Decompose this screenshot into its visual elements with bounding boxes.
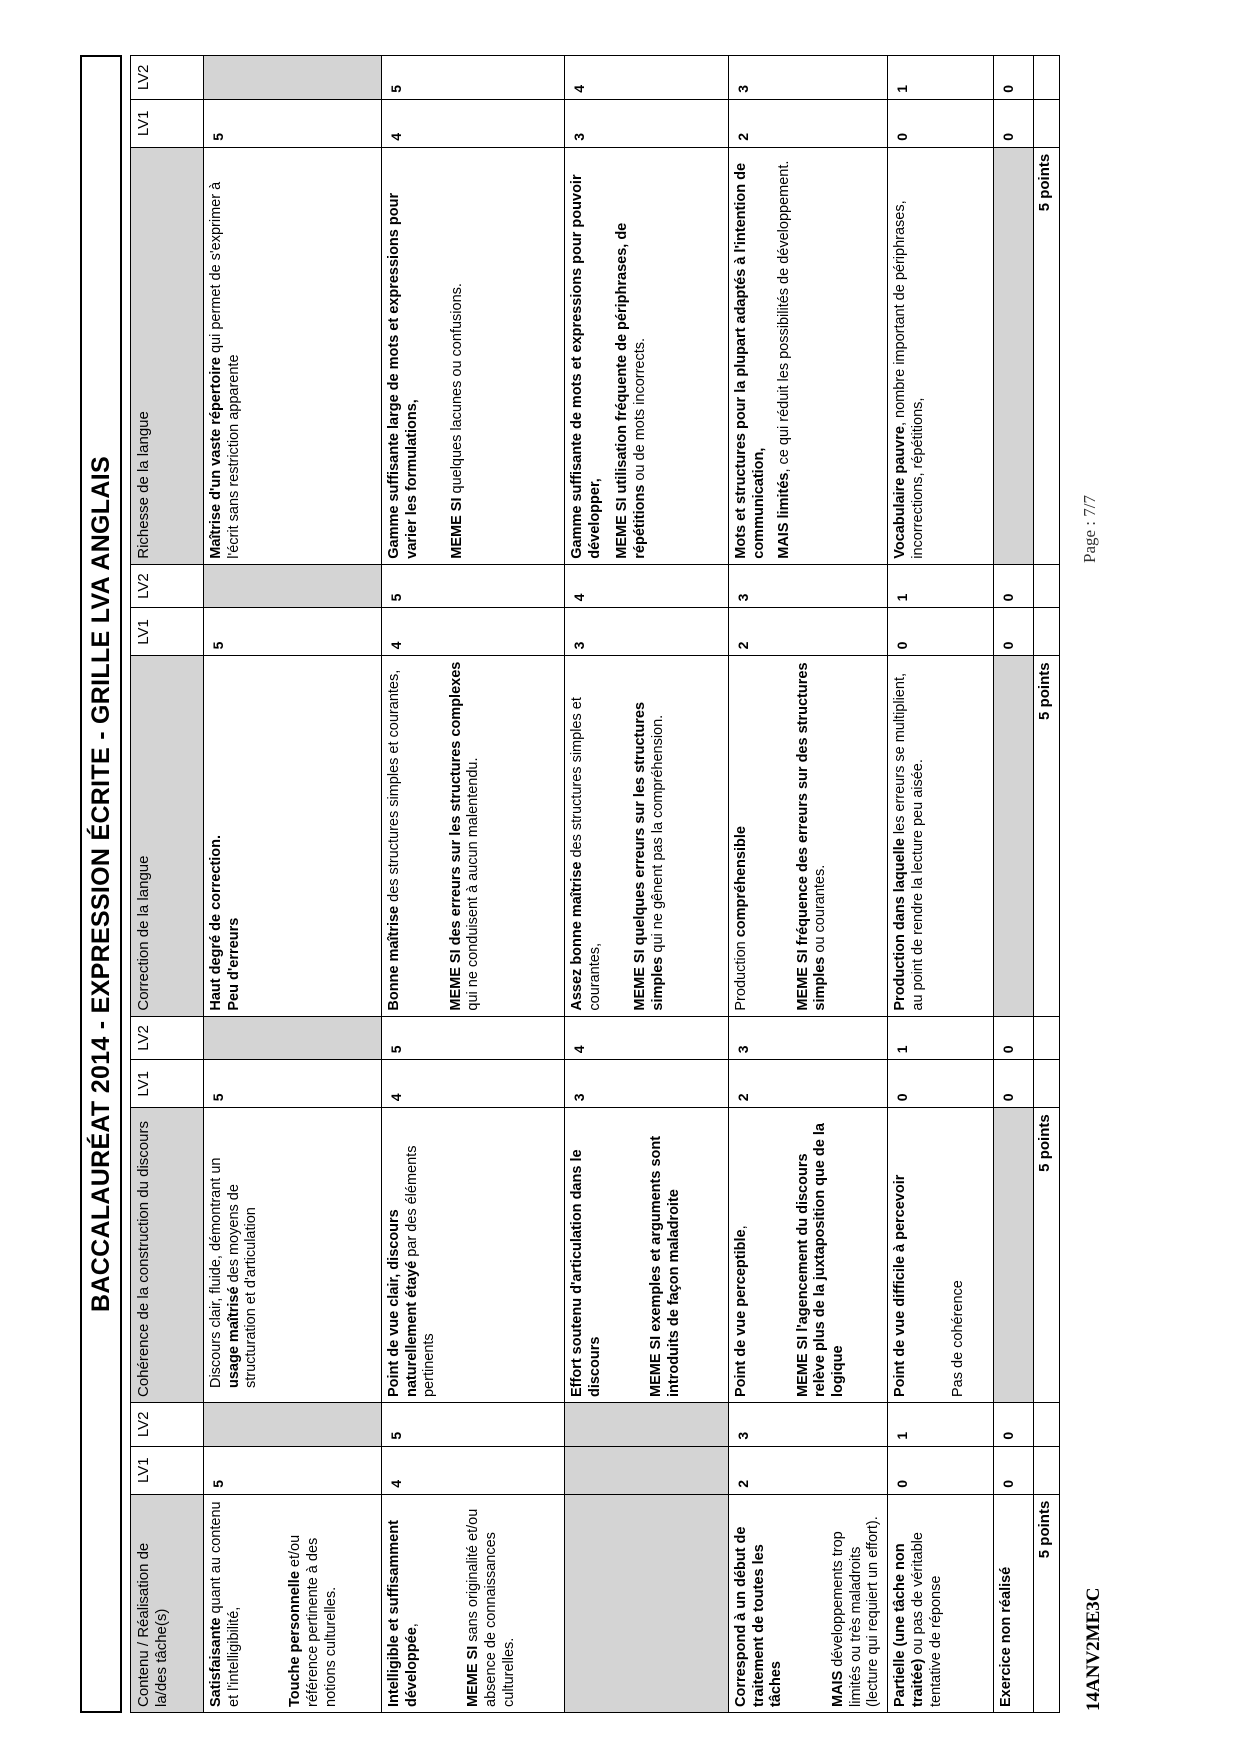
richesse-cell [204,147,382,564]
richesse-cell [382,147,565,564]
coherence-cell [382,1108,565,1403]
score-lv2 [204,1403,382,1447]
header-coherence: Cohérence de la construction du discours [131,1108,204,1403]
table-row [888,56,994,1713]
cell-bold: Point de vue clair, discours naturellement étayé [386,1209,420,1398]
cell-text: ou de mots incorrects. [632,337,649,485]
cell-text: développements trop limités ou très maladroits (lecture qui requiert un effort). [830,1516,882,1707]
cell-text: , ce qui réduit les possibilités de développement. [776,160,793,473]
coherence-cell [729,1108,888,1403]
table-row [729,56,888,1713]
score-lv2 [204,56,382,100]
correction-cell [565,656,729,1016]
richesse-cell [729,147,888,564]
cell-bold: MEME SI fréquence des erreurs sur des structures simples [794,662,829,1011]
score-lv2 [204,564,382,608]
table-row [565,56,729,1713]
document-code: 14ANV2ME3C [1083,1587,1104,1711]
correction-cell [204,656,382,1016]
score-lv1: 4 [382,1446,565,1494]
header-correction: Correction de la langue [131,656,204,1016]
cell-bold: Vocabulaire pauvre [892,426,909,559]
correction-cell [888,656,994,1016]
cell-text: des structures simples et courantes, [386,669,402,906]
cell-bold: compréhensible [733,826,749,938]
score-lv2: 1 [888,564,994,608]
score-lv2: 4 [565,1016,729,1060]
cell-bold: Correspond à un début de traitement de toutes les tâches [733,1526,785,1707]
header-lv2: LV2 [131,56,204,100]
score-lv2: 0 [994,564,1034,608]
table-row [204,56,382,1713]
score-lv2: 4 [565,564,729,608]
score-lv1: 5 [204,1060,382,1108]
header-lv1: LV1 [131,99,204,147]
cell-bold: Partielle (une tâche non traitée) [892,1543,926,1707]
cell-bold: Assez bonne maîtrise [569,861,585,1011]
score-lv1: 3 [565,1060,729,1108]
score-lv2: 3 [729,56,888,100]
coherence-cell [888,1108,994,1403]
header-lv2: LV2 [131,1016,204,1060]
table-row [382,56,565,1713]
total-correction: 5 points [1034,656,1060,1016]
cell-text: des structures simples et courantes, [569,697,603,1011]
contenu-cell [204,1494,382,1712]
score-lv1: 4 [382,608,565,656]
score-lv1: 0 [994,1446,1034,1494]
cell-text: et/ou référence pertinente à des notions culturelles. [287,1534,339,1707]
score-lv2: 3 [729,564,888,608]
header-row [131,56,204,1713]
score-lv2: 4 [565,56,729,100]
total-spacer [1034,56,1060,100]
score-lv1: 2 [729,608,888,656]
cell-bold: Gamme suffisante de mots et expressions pour pouvoir développer, [569,174,603,559]
cell-text: , [733,1225,749,1230]
coherence-cell [565,1108,729,1403]
cell-text: Discours clair, fluide, démontrant un [208,1157,224,1389]
header-contenu: Contenu / Réalisation de la/des tâche(s) [131,1494,204,1712]
cell-text: les erreurs se multiplient, au point de rendre la lecture peu aisée. [892,673,926,1011]
cell-text: qui ne conduisent à aucun malentendu. [465,757,482,1011]
cell-text: ou pas de véritable tentative de réponse [909,1532,944,1707]
cell-bold: Point de vue perceptible [733,1229,749,1398]
score-lv2: 0 [994,56,1034,100]
total-contenu: 5 points [1034,1494,1060,1712]
cell-bold: Point de vue difficile à percevoir [892,1174,909,1398]
score-lv1: 0 [994,99,1034,147]
page-title: BACCALAURÉAT 2014 - EXPRESSION ÉCRITE - GRILLE LVA ANGLAIS [80,55,122,1713]
richesse-cell [888,147,994,564]
score-lv1: 5 [204,99,382,147]
contenu-cell-empty [565,1494,729,1712]
score-lv2-empty [565,1403,729,1447]
cell-bold: Bonne maîtrise [386,905,402,1011]
header-lv1: LV1 [131,1060,204,1108]
total-coherence: 5 points [1034,1108,1060,1403]
cell-bold: Peu d'erreurs [225,917,242,1011]
score-lv1: 0 [888,608,994,656]
cell-bold: Mots et structures pour la plupart adaptés à l'intention de communication, [733,162,767,559]
cell-bold: MEME SI quelques erreurs sur les structures simples [632,701,667,1011]
total-spacer [1034,608,1060,656]
score-lv2: 1 [888,1403,994,1447]
cell-bold: MEME SI utilisation fréquente de périphrases, de répétitions [614,222,649,559]
total-spacer [1034,564,1060,608]
cell-text: qui permet de s'exprimer à l'écrit sans restriction apparente [208,181,242,559]
score-lv1: 5 [204,1446,382,1494]
correction-cell [729,656,888,1016]
score-lv1: 2 [729,1446,888,1494]
score-lv2: 5 [382,564,565,608]
cell-bold: MAIS [830,1670,847,1707]
contenu-cell [888,1494,994,1712]
cell-bold: usage maîtrisé [225,1286,242,1389]
cell-bold: Haut degré de correction. [208,834,224,1011]
coherence-cell [204,1108,382,1403]
score-lv2 [204,1016,382,1060]
total-spacer [1034,1446,1060,1494]
total-spacer [1034,1016,1060,1060]
cell-text: Production [733,937,749,1011]
score-lv1: 2 [729,99,888,147]
score-lv1: 0 [888,99,994,147]
cell-text: Pas de cohérence [949,1280,966,1398]
cell-text: des moyens de structuration et d'articulation [225,1184,260,1389]
cell-bold: MAIS limités [776,472,793,559]
cell-bold: MEME SI exemples et arguments sont introduits de façon maladroite [648,1135,683,1398]
richesse-cell [565,147,729,564]
coherence-cell-empty [994,1108,1034,1403]
cell-text: ou courantes. [812,864,829,957]
score-lv2: 3 [729,1016,888,1060]
rotated-sheet [80,53,1125,1713]
table-row [994,56,1034,1713]
cell-bold: Intelligible et suffisamment développée [386,1520,420,1707]
header-lv2: LV2 [131,1403,204,1447]
total-richesse: 5 points [1034,147,1060,564]
contenu-cell [382,1494,565,1712]
grading-grid [130,55,1060,1713]
cell-text: quant au contenu et l'intelligibilité, [208,1501,242,1707]
score-lv1: 4 [382,99,565,147]
score-lv1: 4 [382,1060,565,1108]
contenu-cell [994,1494,1034,1712]
total-spacer [1034,1403,1060,1447]
score-lv1: 0 [994,1060,1034,1108]
score-lv2: 5 [382,1403,565,1447]
page-number: Page : 7/7 [1080,495,1099,563]
total-spacer [1034,99,1060,147]
header-richesse: Richesse de la langue [131,147,204,564]
score-lv1: 3 [565,99,729,147]
cell-bold: MEME SI des erreurs sur les structures complexes [447,661,464,1011]
score-lv1: 3 [565,608,729,656]
score-lv1-empty [565,1446,729,1494]
cell-text: , [403,1623,420,1628]
score-lv2: 1 [888,56,994,100]
total-spacer [1034,1060,1060,1108]
score-lv1: 5 [204,608,382,656]
cell-text: par des éléments pertinents [403,1145,438,1398]
cell-bold: MEME SI l'agencement du discours relève plus de la juxtaposition que de la logique [794,1123,847,1398]
richesse-cell-empty [994,147,1034,564]
cell-bold: Effort soutenu d'articulation dans le discours [569,1149,603,1398]
contenu-cell [729,1494,888,1712]
cell-bold: Satisfaisante [208,1617,224,1707]
cell-text: quelques lacunes ou confusions. [449,283,466,498]
score-lv2: 0 [994,1403,1034,1447]
score-lv1: 0 [994,608,1034,656]
score-lv1: 2 [729,1060,888,1108]
score-lv2: 1 [888,1016,994,1060]
cell-bold: Touche personnelle [287,1571,304,1707]
header-lv1: LV1 [131,608,204,656]
cell-bold: Maîtrise d'un vaste répertoire [208,357,224,559]
cell-bold: MEME SI [465,1645,482,1707]
header-lv2: LV2 [131,564,204,608]
score-lv2: 5 [382,1016,565,1060]
cell-text: sans originalité et/ou absence de connaissances culturelles. [465,1508,517,1707]
score-lv2: 5 [382,56,565,100]
correction-cell-empty [994,656,1034,1016]
cell-text: , nombre important de périphrases, incorrections, répétitions, [892,200,926,559]
cell-text: qui ne gênent pas la compréhension. [650,714,667,957]
cell-bold: Production dans laquelle [892,838,909,1011]
score-lv1: 0 [888,1446,994,1494]
header-lv1: LV1 [131,1446,204,1494]
score-lv2: 0 [994,1016,1034,1060]
correction-cell [382,656,565,1016]
score-lv1: 0 [888,1060,994,1108]
totals-row [1034,56,1060,1713]
cell-bold: MEME SI [449,497,466,559]
cell-bold: Exercice non réalisé [998,1566,1015,1707]
cell-bold: Gamme suffisante large de mots et expressions pour varier les formulations, [386,192,420,559]
score-lv2: 3 [729,1403,888,1447]
